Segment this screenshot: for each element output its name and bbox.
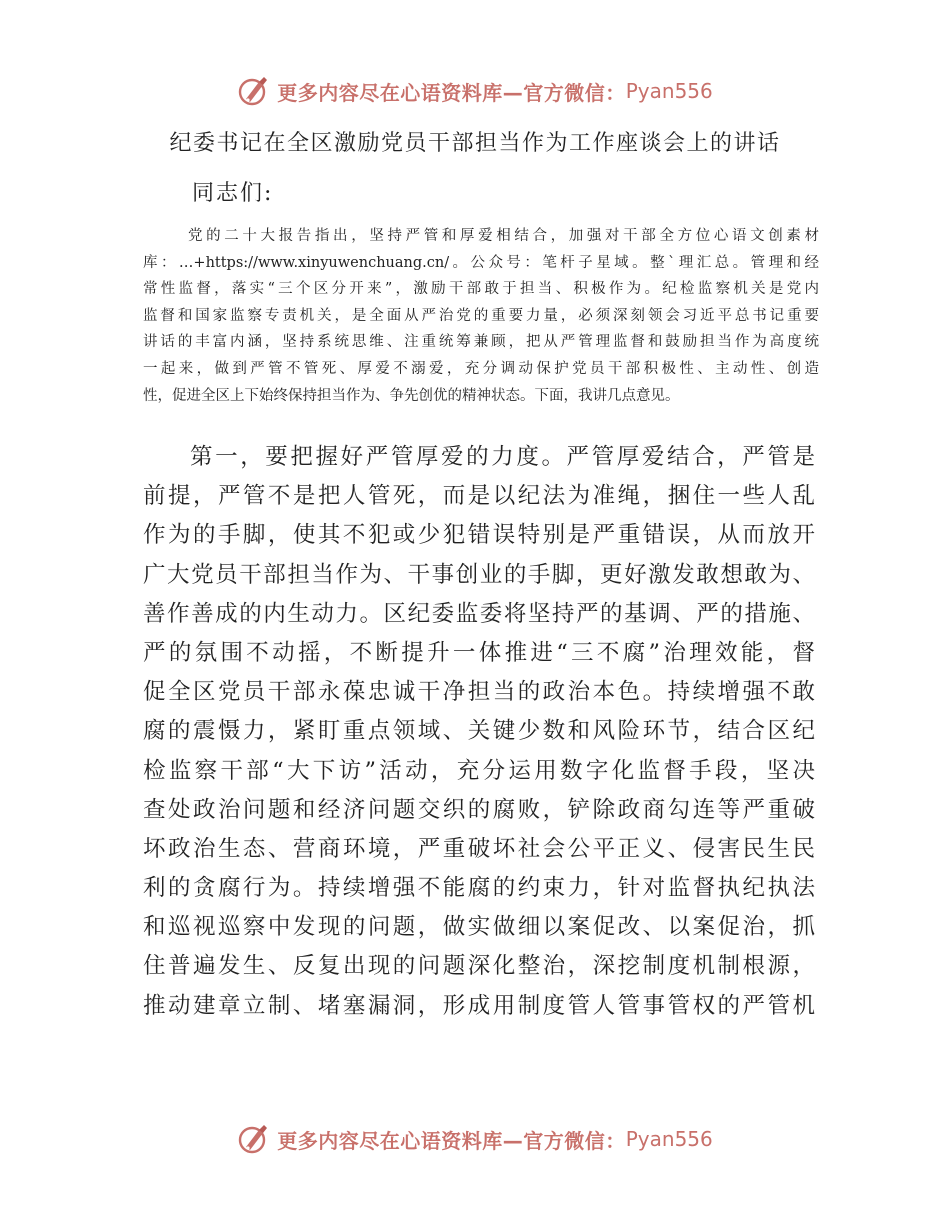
body-line: 作为的手脚，使其不犯或少犯错误特别是严重错误，从而放开 [143, 522, 815, 549]
intro-line: 性，促进全区上下始终保持担当作为、争先创优的精神状态。下面，我讲几点意见。 [143, 387, 680, 404]
intro-line: 库：…+https://www.xinyuwenchuang.cn/。公众号：笔杆子星域。整`理汇总。管理和经 [143, 254, 819, 271]
body-line: 促全区党员干部永葆忠诚干净担当的政治本色。持续增强不敢 [143, 679, 815, 706]
watermark-handle: Pyan556 [625, 1127, 713, 1151]
watermark-handle: Pyan556 [625, 79, 713, 103]
body-line: 检监察干部“大下访”活动，充分运用数字化监督手段，坚决 [143, 757, 815, 784]
body-line: 查处政治问题和经济问题交织的腐败，铲除政商勾连等严重破 [143, 796, 815, 823]
pen-logo-icon [237, 74, 271, 108]
body-line: 利的贪腐行为。持续增强不能腐的约束力，针对监督执纪执法 [143, 875, 815, 902]
body-line: 坏政治生态、营商环境，严重破坏社会公平正义、侵害民生民 [143, 835, 815, 862]
intro-line: 讲话的丰富内涵，坚持系统思维、注重统筹兼顾，把从严管理监督和鼓励担当作为高度统 [143, 334, 819, 351]
watermark-text: 更多内容尽在心语资料库—官方微信： [277, 1128, 626, 1153]
intro-line: 监督和国家监察专责机关，是全面从严治党的重要力量，必须深刻领会习近平总书记重要 [143, 307, 819, 324]
pen-logo-icon [237, 1122, 271, 1156]
body-line: 和巡视巡察中发现的问题，做实做细以案促改、以案促治，抓 [143, 914, 815, 941]
intro-line: 常性监督，落实“三个区分开来”，激励干部敢于担当、积极作为。纪检监察机关是党内 [143, 281, 819, 298]
watermark-text: 更多内容尽在心语资料库—官方微信： [277, 80, 626, 105]
intro-paragraph [143, 223, 819, 409]
body-line: 腐的震慑力，紧盯重点领域、关键少数和风险环节，结合区纪 [143, 718, 815, 745]
greeting: 同志们: [192, 181, 274, 206]
body-line: 前提，严管不是把人管死，而是以纪法为准绳，捆住一些人乱 [143, 483, 815, 510]
body-line: 广大党员干部担当作为、干事创业的手脚，更好激发敢想敢为、 [143, 561, 815, 588]
body-line: 第一，要把握好严管厚爱的力度。严管厚爱结合，严管是 [190, 444, 815, 470]
document-title: 纪委书记在全区激励党员干部担当作为工作座谈会上的讲话 [169, 131, 781, 156]
watermark-banner-bottom [0, 1119, 950, 1159]
body-line: 严的氛围不动摇，不断提升一体推进“三不腐”治理效能，督 [143, 639, 815, 666]
body-paragraph [143, 438, 815, 1026]
watermark-banner-top [0, 71, 950, 111]
body-line: 住普遍发生、反复出现的问题深化整治，深挖制度机制根源， [143, 953, 815, 980]
intro-line: 党的二十大报告指出，坚持严管和厚爱相结合，加强对干部全方位心语文创素材 [188, 228, 819, 244]
body-line: 善作善成的内生动力。区纪委监委将坚持严的基调、严的措施、 [143, 600, 815, 627]
body-line: 推动建章立制、堵塞漏洞，形成用制度管人管事管权的严管机 [143, 992, 815, 1019]
intro-line: 一起来，做到严管不管死、厚爱不溺爱，充分调动保护党员干部积极性、主动性、创造 [143, 360, 819, 377]
